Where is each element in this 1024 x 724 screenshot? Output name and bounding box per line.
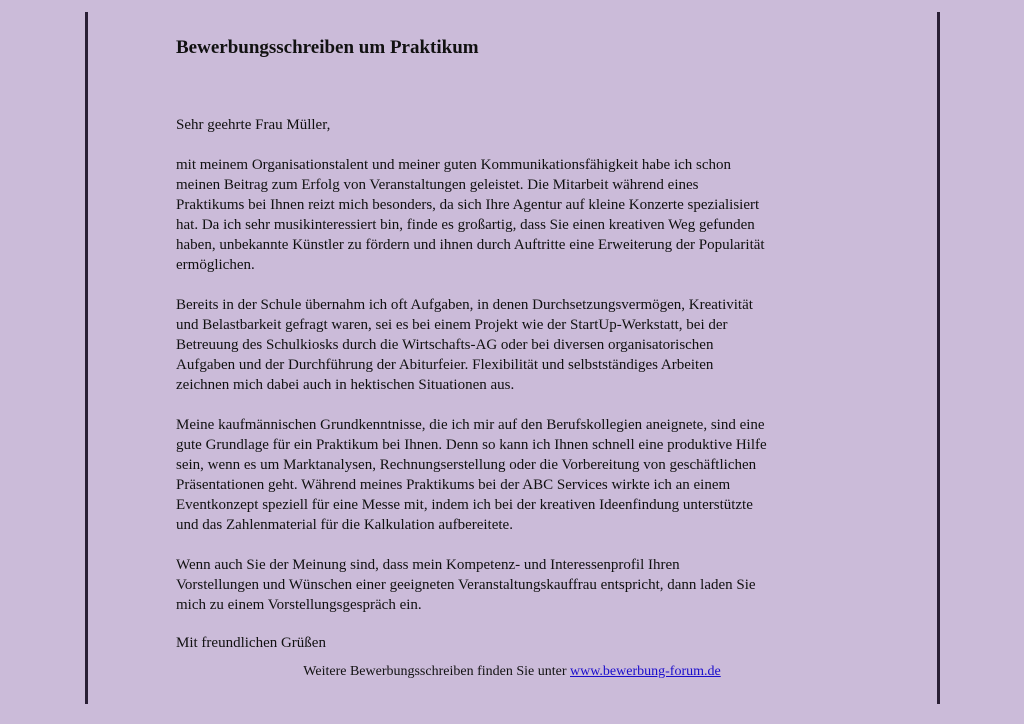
text-line: Bereits in der Schule übernahm ich oft Aufgaben, in denen Durchsetzungsvermögen, Kreativität	[176, 297, 753, 313]
text-line: Vorstellungen und Wünschen einer geeigneten Veranstaltungskauffrau entspricht, dann laden Sie	[176, 577, 756, 593]
text-line: Präsentationen geht. Während meines Praktikums bei der ABC Services wirkte ich an einem	[176, 477, 731, 493]
text-line: sein, wenn es um Marktanalysen, Rechnungserstellung oder die Vorbereitung von geschäftlichen	[176, 457, 757, 473]
paragraph-4	[176, 555, 866, 615]
text-line: Aufgaben und der Durchführung der Abiturfeier. Flexibilität und selbstständiges Arbeiten	[176, 357, 714, 373]
text-line: und Belastbarkeit gefragt waren, sei es bei einem Projekt wie der StartUp-Werkstatt, bei der	[176, 317, 728, 333]
text-line: ermöglichen.	[176, 257, 255, 273]
salutation: Sehr geehrte Frau Müller,	[176, 117, 331, 133]
closing: Mit freundlichen Grüßen	[176, 635, 326, 651]
footer-link[interactable]: www.bewerbung-forum.de	[570, 664, 721, 679]
text-line: Praktikums bei Ihnen reizt mich besonders, da sich Ihre Agentur auf kleine Konzerte spezialisiert	[176, 197, 760, 213]
text-line: mit meinem Organisationstalent und meiner guten Kommunikationsfähigkeit habe ich schon	[176, 157, 732, 173]
text-line: Eventkonzept speziell für eine Messe mit, indem ich bei der kreativen Ideenfindung unterstützte	[176, 497, 753, 513]
text-line: meinen Beitrag zum Erfolg von Veranstaltungen geleistet. Die Mitarbeit während eines	[176, 177, 699, 193]
letter-body	[176, 37, 866, 653]
paragraph-1	[176, 155, 866, 275]
text-line: Wenn auch Sie der Meinung sind, dass mein Kompetenz- und Interessenprofil Ihren	[176, 557, 680, 573]
right-border-rule	[937, 12, 940, 704]
text-line: hat. Da ich sehr musikinteressiert bin, finde es großartig, dass Sie einen kreativen Weg gefunden	[176, 217, 755, 233]
footer	[0, 663, 1024, 681]
text-line: Meine kaufmännischen Grundkenntnisse, die ich mir auf den Berufskollegien aneignete, sind eine	[176, 417, 765, 433]
text-line: zeichnen mich dabei auch in hektischen Situationen aus.	[176, 377, 515, 393]
text-line: haben, unbekannte Künstler zu fördern und ihnen durch Auftritte eine Erweiterung der Popularität	[176, 237, 765, 253]
text-line: und das Zahlenmaterial für die Kalkulation aufbereitete.	[176, 517, 513, 533]
left-border-rule	[85, 12, 88, 704]
text-line: mich zu einem Vorstellungsgespräch ein.	[176, 597, 422, 613]
footer-text: Weitere Bewerbungsschreiben finden Sie unter	[303, 664, 570, 679]
paragraph-2	[176, 295, 866, 395]
text-line: Betreuung des Schulkiosks durch die Wirtschafts-AG oder bei diversen organisatorischen	[176, 337, 714, 353]
paragraph-3	[176, 415, 866, 535]
text-line: gute Grundlage für ein Praktikum bei Ihnen. Denn so kann ich Ihnen schnell eine produktive Hilfe	[176, 437, 767, 453]
letter-title: Bewerbungsschreiben um Praktikum	[176, 37, 479, 58]
